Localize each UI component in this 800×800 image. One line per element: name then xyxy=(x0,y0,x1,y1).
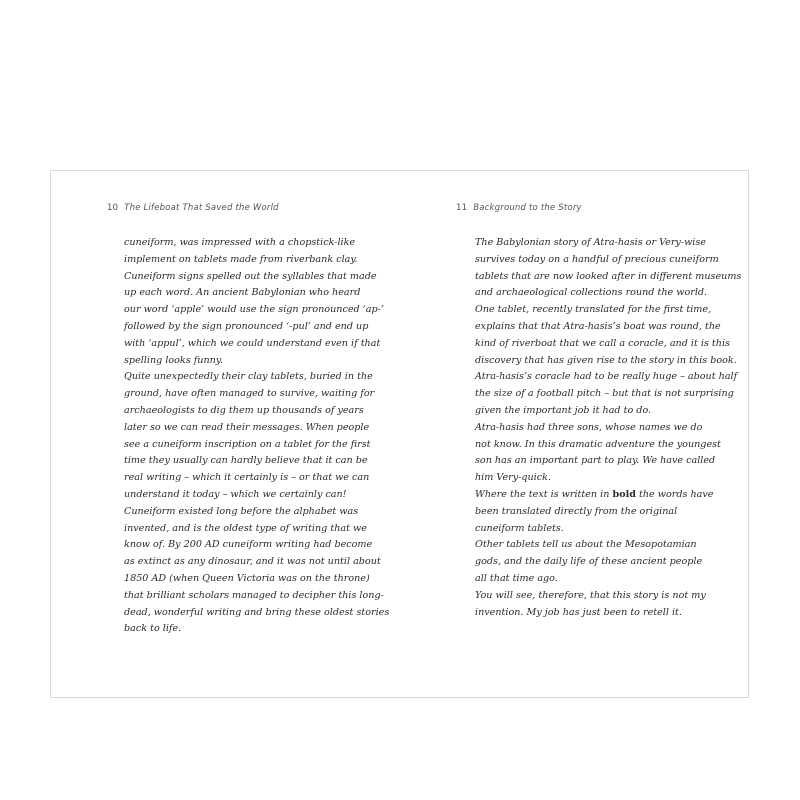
text-line: cuneiform tablets. xyxy=(475,522,564,534)
text-line: Atra-hasis had three sons, whose names we do xyxy=(475,421,703,433)
text-line: that brilliant scholars managed to decipher this long- xyxy=(124,589,384,601)
text-line: spelling looks funny. xyxy=(124,354,224,366)
left-running-header xyxy=(107,203,279,213)
text-line: followed by the sign pronounced ‘-pul’ and end up xyxy=(124,320,369,332)
right-body-text xyxy=(475,235,745,621)
text-line: with ‘appul’, which we could understand even if that xyxy=(124,337,381,349)
text-line: up each word. An ancient Babylonian who heard xyxy=(124,287,361,299)
right-page xyxy=(401,171,750,697)
bold-word: bold xyxy=(612,488,636,500)
text-line: The Babylonian story of Atra-hasis or Very-wise xyxy=(475,237,706,248)
text-line: explains that that Atra-hasis’s boat was round, the xyxy=(475,320,721,332)
text-line: Quite unexpectedly their clay tablets, buried in the xyxy=(124,371,373,383)
text-line: and archaeological collections round the world. xyxy=(475,287,708,299)
left-page xyxy=(51,171,401,697)
text-line: 1850 AD (when Queen Victoria was on the throne) xyxy=(124,572,370,584)
text-line: see a cuneiform inscription on a tablet for the first xyxy=(124,438,371,450)
left-body-text xyxy=(124,235,394,638)
left-page-number: 10 xyxy=(107,203,119,213)
text-line: invention. My job has just been to retell it. xyxy=(475,606,682,618)
text-line: not know. In this dramatic adventure the youngest xyxy=(475,438,721,450)
text-line: back to life. xyxy=(124,623,182,635)
text-line: kind of riverboat that we call a coracle, and it is this xyxy=(475,337,730,349)
text-line: later so we can read their messages. When people xyxy=(124,421,370,433)
text-line: Cuneiform signs spelled out the syllables that made xyxy=(124,270,377,282)
text-line: archaeologists to dig them up thousands of years xyxy=(124,404,364,416)
text-line: One tablet, recently translated for the first time, xyxy=(475,304,712,316)
text-line: survives today on a handful of precious cuneiform xyxy=(475,253,719,265)
text-line: him Very-quick. xyxy=(475,472,551,484)
text-line: been translated directly from the original xyxy=(475,505,678,517)
right-running-head: Background to the Story xyxy=(473,203,582,213)
text-line: Other tablets tell us about the Mesopotamian xyxy=(475,539,697,551)
bold-note-after: the words have xyxy=(639,488,714,500)
text-line: You will see, therefore, that this story is not my xyxy=(475,589,706,601)
text-line: tablets that are now looked after in different museums xyxy=(475,270,742,282)
text-line: dead, wonderful writing and bring these oldest stories xyxy=(124,606,390,618)
bold-note-line xyxy=(475,487,745,504)
right-page-number: 11 xyxy=(456,203,468,213)
text-line: real writing – which it certainly is – or that we can xyxy=(124,472,370,484)
text-line: as extinct as any dinosaur, and it was not until about xyxy=(124,556,381,568)
text-line: discovery that has given rise to the story in this book. xyxy=(475,354,737,366)
text-line: implement on tablets made from riverbank clay. xyxy=(124,253,358,265)
text-line: son has an important part to play. We have called xyxy=(475,455,716,467)
text-line: cuneiform, was impressed with a chopstick-like xyxy=(124,237,356,248)
text-line: the size of a football pitch – but that is not surprising xyxy=(475,388,734,400)
right-running-header xyxy=(456,203,582,213)
text-line: time they usually can hardly believe that it can be xyxy=(124,455,368,467)
text-line: invented, and is the oldest type of writing that we xyxy=(124,522,367,534)
book-spread xyxy=(50,170,749,698)
text-line: Atra-hasis’s coracle had to be really huge – about half xyxy=(475,371,738,383)
text-line: all that time ago. xyxy=(475,572,558,584)
text-line: gods, and the daily life of these ancient people xyxy=(475,556,703,568)
text-line: given the important job it had to do. xyxy=(475,404,652,416)
text-line: ground, have often managed to survive, waiting for xyxy=(124,388,375,400)
text-line: our word ‘apple’ would use the sign pronounced ‘ap-’ xyxy=(124,304,384,316)
text-line: Cuneiform existed long before the alphabet was xyxy=(124,505,359,517)
left-running-head: The Lifeboat That Saved the World xyxy=(124,203,279,213)
text-line: understand it today – which we certainly can! xyxy=(124,488,347,500)
bold-note-before: Where the text is written in xyxy=(475,488,610,500)
text-line: know of. By 200 AD cuneiform writing had become xyxy=(124,539,373,551)
